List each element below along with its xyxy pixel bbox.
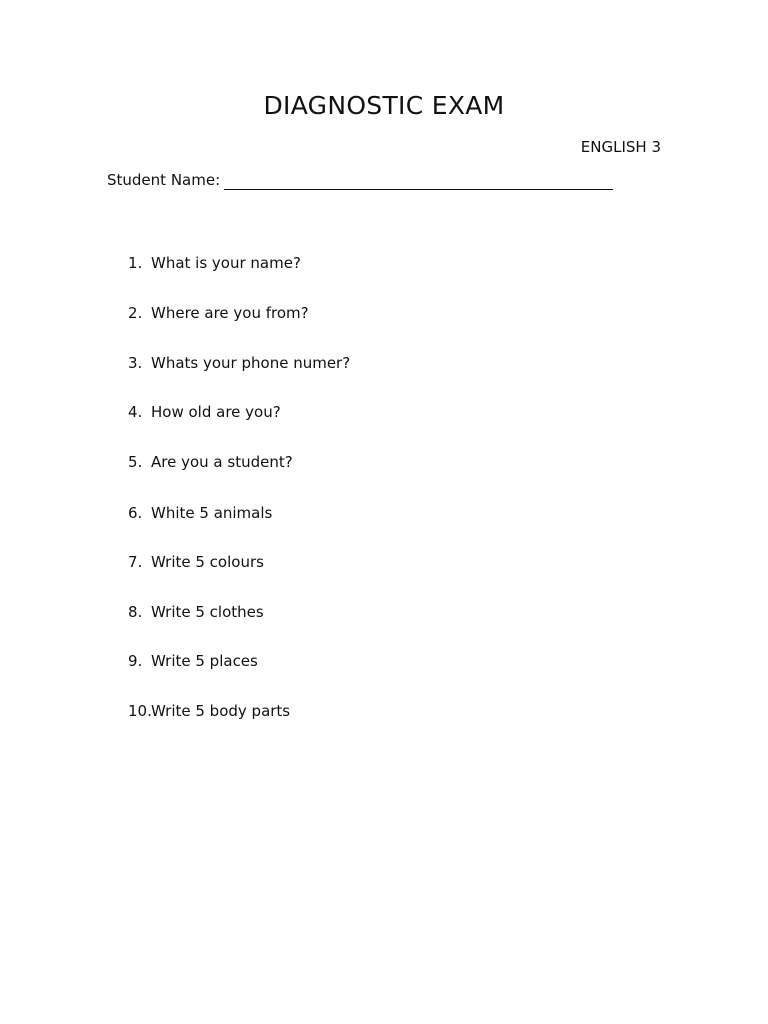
question-number: 1. [128,254,143,272]
question-text: Where are you from? [151,304,309,322]
question-item [128,402,281,422]
student-name-blank-line [224,173,613,190]
question-item [128,552,264,572]
question-number: 9. [128,652,143,670]
student-name-label: Student Name: [107,171,221,189]
student-name-row [107,170,613,190]
question-number: 2. [128,304,143,322]
question-number: 4. [128,403,143,421]
course-label: ENGLISH 3 [580,138,661,156]
question-text: Write 5 colours [151,553,264,571]
question-text: Write 5 body parts [151,702,291,720]
question-number: 3. [128,354,143,372]
question-item [128,452,293,472]
question-text: Whats your phone numer? [151,354,351,372]
question-text: Are you a student? [151,453,293,471]
question-item [128,503,272,523]
question-number: 10. [128,702,152,720]
question-text: Write 5 clothes [151,603,264,621]
question-number: 7. [128,553,143,571]
question-text: Write 5 places [151,652,258,670]
question-item [128,602,264,622]
question-item [128,651,258,671]
question-text: How old are you? [151,403,281,421]
question-number: 5. [128,453,143,471]
question-text: What is your name? [151,254,301,272]
question-number: 6. [128,504,143,522]
question-text: White 5 animals [151,504,273,522]
question-number: 8. [128,603,143,621]
question-item [128,701,290,721]
question-item [128,353,350,373]
question-item [128,253,301,273]
exam-title: DIAGNOSTIC EXAM [263,91,505,120]
question-item [128,303,309,323]
